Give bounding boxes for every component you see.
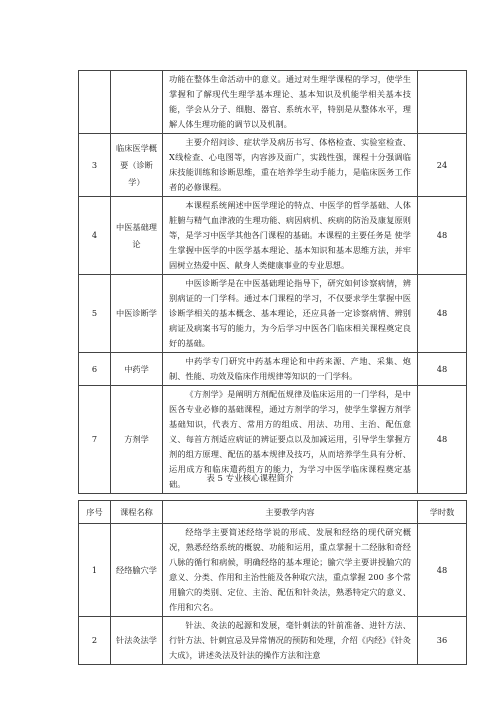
course-name [111, 71, 163, 134]
course-content: 针法、灸法的起源和发展，毫针刺法的针前准备、进针方法、行针方法、针刺宜忌及异常情况的预防和处理，介绍《内经》《针灸大成》，讲述灸法及针法的操作方法和注意 [163, 617, 418, 665]
core-course-table [78, 500, 467, 665]
course-content: 主要介绍问诊、症状学及病历书写、体格检查、实验室检查、X线检查、心电图等，内容涉及面广，实践性强，课程十分强调临床技能训练和诊断思维，重在培养学生动手能力，是临床医务工作者的必修课程。 [163, 134, 418, 197]
course-content: 经络学主要简述经络学说的形成、发展和经络的现代研究概况，熟悉经络系统的概貌、功能和运用，重点掌握十二经脉和奇经八脉的循行和病候，明确经络的基本理论；腧穴学主要讲授腧穴的意义、分类、作用和主治性能及各种取穴法，重点掌握 200 多个常用腧穴的类别、定位、主治、配伍和针灸法，熟悉特定穴的意义、作用和穴名。 [163, 524, 418, 617]
row-number: 4 [79, 197, 111, 275]
course-name: 中医基础理论 [111, 197, 163, 275]
course-hours: 24 [418, 134, 467, 197]
course-hours [418, 71, 467, 134]
course-content: 功能在整体生命活动中的意义。通过对生理学课程的学习，使学生掌握和了解现代生理学基本理论、基本知识及机能学相关基本技能，学会从分子、细胞、器官、系统水平，特别是从整体水平，理解人体生理功能的调节以及机制。 [163, 71, 418, 134]
course-name: 中医诊断学 [111, 275, 163, 353]
table-row [79, 197, 467, 275]
course-name: 方剂学 [111, 386, 163, 494]
course-hours: 36 [418, 617, 467, 665]
table-row [79, 275, 467, 353]
course-hours: 48 [418, 524, 467, 617]
row-number [79, 71, 111, 134]
course-content: 《方剂学》是阐明方剂配伍规律及临床运用的一门学科，是中医各专业必修的基础课程，通过方剂学的学习，使学生掌握方剂学基础知识，代表方、常用方的组成、用法、功用、主治、配伍意义、每首方剂适应病证的辨证要点以及加减运用，引导学生掌握方剂的组方原理、配伍的基本规律及技巧，从而培养学生具有分析、运用成方和临床遣药组方的能力，为学习中医学临床课程奠定基础。 [163, 386, 418, 494]
course-content: 中医诊断学是在中医基础理论指导下，研究如何诊察病情，辨别病证的一门学科。通过本门课程的学习，不仅要求学生掌握中医诊断学相关的基本概念、基本理论，还应具备一定诊察病情、辨别病证及病案书写的能力，为今后学习中医各门临床相关课程奠定良好的基础。 [163, 275, 418, 353]
course-content: 中药学专门研究中药基本理论和中药来源、产地、采集、炮制、性能、功效及临床作用规律等知识的一门学科。 [163, 353, 418, 386]
course-hours: 48 [418, 197, 467, 275]
row-number: 7 [79, 386, 111, 494]
course-hours: 48 [418, 386, 467, 494]
course-name: 临床医学概要（诊断学） [111, 134, 163, 197]
header-no: 序号 [79, 501, 111, 524]
header-content: 主要教学内容 [163, 501, 418, 524]
row-number: 2 [79, 617, 111, 665]
row-number: 1 [79, 524, 111, 617]
table-row [79, 617, 467, 665]
table-row [79, 71, 467, 134]
course-content: 本课程系统阐述中医学理论的特点、中医学的哲学基础、人体脏腑与精气血津液的生理功能、病因病机、疾病的防治及康复原则等，是学习中医学其他各门课程的基础。本课程的主要任务是 使学生掌握中医学的中医学基本理论、基本知识和基本思维方法，并牢固树立热爱中医、献身人类健康事业的专业思想。 [163, 197, 418, 275]
table-caption: 表 5 专业核心课程简介 [206, 474, 294, 484]
row-number: 3 [79, 134, 111, 197]
table-header-row [79, 501, 467, 524]
row-number: 5 [79, 275, 111, 353]
course-hours: 48 [418, 275, 467, 353]
course-table-continued [78, 70, 467, 494]
header-hours: 学时数 [418, 501, 467, 524]
row-number: 6 [79, 353, 111, 386]
course-name: 经络腧穴学 [111, 524, 163, 617]
header-name: 课程名称 [111, 501, 163, 524]
course-hours: 48 [418, 353, 467, 386]
course-name: 针法灸法学 [111, 617, 163, 665]
table-row [79, 524, 467, 617]
table-row [79, 134, 467, 197]
table-row [79, 353, 467, 386]
course-name: 中药学 [111, 353, 163, 386]
